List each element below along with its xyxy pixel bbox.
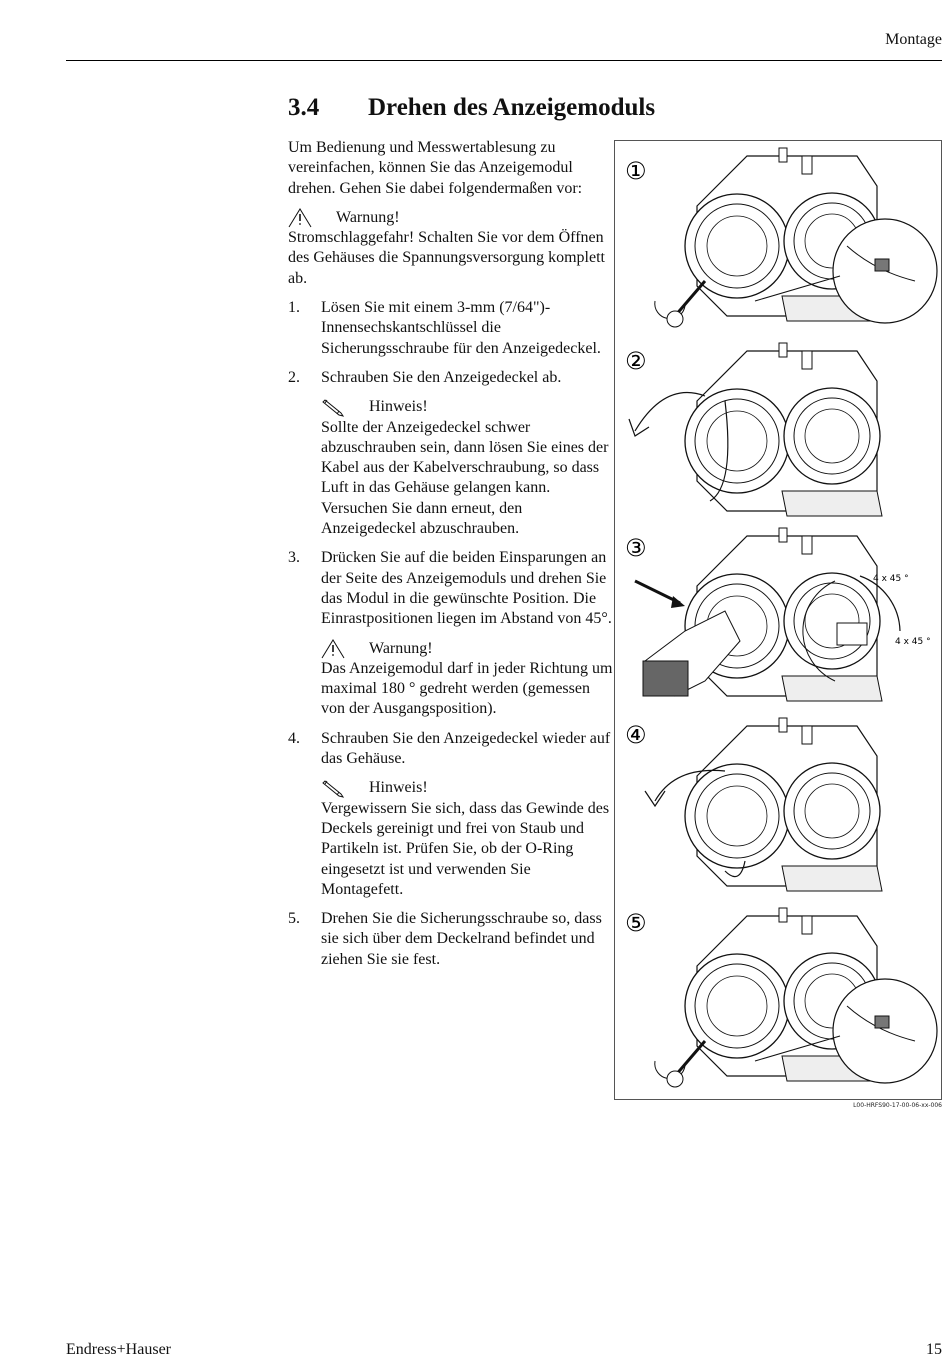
step-text: Schrauben Sie den Anzeigedeckel ab. bbox=[321, 368, 562, 386]
step-number: 1. bbox=[288, 299, 300, 317]
warning-text: Stromschlaggefahr! Schalten Sie vor dem Öffnen des Gehäuses die Spannungsversorgung komplett ab. bbox=[288, 229, 605, 287]
running-header: Montage bbox=[885, 31, 942, 48]
rotation-label-bottom: 4 x 45 ° bbox=[895, 637, 931, 647]
warning-label: Warnung! bbox=[369, 639, 433, 657]
note-text: Sollte der Anzeigedeckel schwer abzuschrauben sein, dann lösen Sie eines der Kabel aus der Kabelverschraubung, so dass Luft in das Gehäuse gelangen kann. Versuchen Sie dann erneut, den Anzeigedeckel abzuschrauben. bbox=[321, 418, 609, 538]
list-item bbox=[288, 548, 613, 629]
note-label: Hinweis! bbox=[369, 779, 428, 797]
note-text: Vergewissern Sie sich, dass das Gewinde des Deckels gereinigt und frei von Staub und Partikeln ist. Prüfen Sie, ob der O-Ring eingesetzt ist und verwenden Sie Montagefett. bbox=[321, 799, 610, 898]
note-label: Hinweis! bbox=[369, 398, 428, 416]
step-number: 3. bbox=[288, 549, 300, 567]
section-title: Drehen des Anzeigemoduls bbox=[368, 94, 656, 121]
warning-label: Warnung! bbox=[336, 208, 400, 226]
warning-triangle-icon bbox=[288, 208, 336, 228]
warning-triangle-icon bbox=[321, 639, 369, 659]
list-item bbox=[288, 729, 613, 770]
body-text bbox=[288, 138, 613, 979]
figure-marker-3: ③ bbox=[625, 534, 647, 562]
step-text: Schrauben Sie den Anzeigedeckel wieder auf das Gehäuse. bbox=[321, 729, 611, 768]
warning-block bbox=[288, 208, 613, 289]
figure-marker-2: ② bbox=[625, 347, 647, 375]
step-text: Drücken Sie auf die beiden Einsparungen an der Seite des Anzeigemoduls und drehen Sie das Modul in die gewünschte Position. Die Einrastpositionen liegen im Abstand von 45°. bbox=[321, 549, 612, 628]
footer-brand: Endress+Hauser bbox=[66, 1341, 171, 1358]
page-number: 15 bbox=[926, 1341, 942, 1358]
step-2-illustration bbox=[629, 343, 882, 516]
step-text: Lösen Sie mit einem 3-mm (7/64")-Innensechskantschlüssel die Sicherungsschraube für den Anzeigedeckel. bbox=[321, 299, 601, 357]
section-heading bbox=[288, 94, 655, 122]
intro-paragraph: Um Bedienung und Messwertablesung zu vereinfachen, können Sie das Anzeigemodul drehen. Gehen Sie dabei folgendermaßen vor: bbox=[288, 139, 583, 197]
list-item bbox=[288, 298, 613, 359]
pencil-note-icon bbox=[321, 778, 369, 798]
step-text: Drehen Sie die Sicherungsschraube so, dass sie sich über dem Deckelrand befindet und ziehen Sie sie fest. bbox=[321, 910, 602, 968]
note-block bbox=[321, 778, 613, 900]
rotation-label-top: 4 x 45 ° bbox=[873, 574, 909, 584]
figure-marker-5: ⑤ bbox=[625, 909, 647, 937]
warning-text: Das Anzeigemodul darf in jeder Richtung um maximal 180 ° gedreht werden (gemessen von der Ausgangsposition). bbox=[321, 659, 613, 718]
section-number: 3.4 bbox=[288, 94, 320, 121]
figure-marker-4: ④ bbox=[625, 721, 647, 749]
header-rule bbox=[66, 60, 942, 61]
pencil-note-icon bbox=[321, 397, 369, 417]
list-item bbox=[288, 368, 613, 388]
step-number: 5. bbox=[288, 910, 300, 928]
step-number: 4. bbox=[288, 729, 300, 747]
figure-panel bbox=[614, 140, 942, 1100]
step-3-illustration bbox=[635, 528, 931, 701]
step-4-illustration bbox=[645, 718, 882, 891]
note-block bbox=[321, 397, 613, 539]
step-1-illustration bbox=[655, 148, 937, 327]
step-5-illustration bbox=[655, 908, 937, 1087]
step-number: 2. bbox=[288, 368, 300, 386]
figure-code: L00-HRFS90-17-00-06-xx-006 bbox=[853, 1102, 942, 1109]
figure-marker-1: ① bbox=[625, 157, 647, 185]
list-item bbox=[288, 909, 613, 970]
warning-block bbox=[321, 639, 613, 720]
